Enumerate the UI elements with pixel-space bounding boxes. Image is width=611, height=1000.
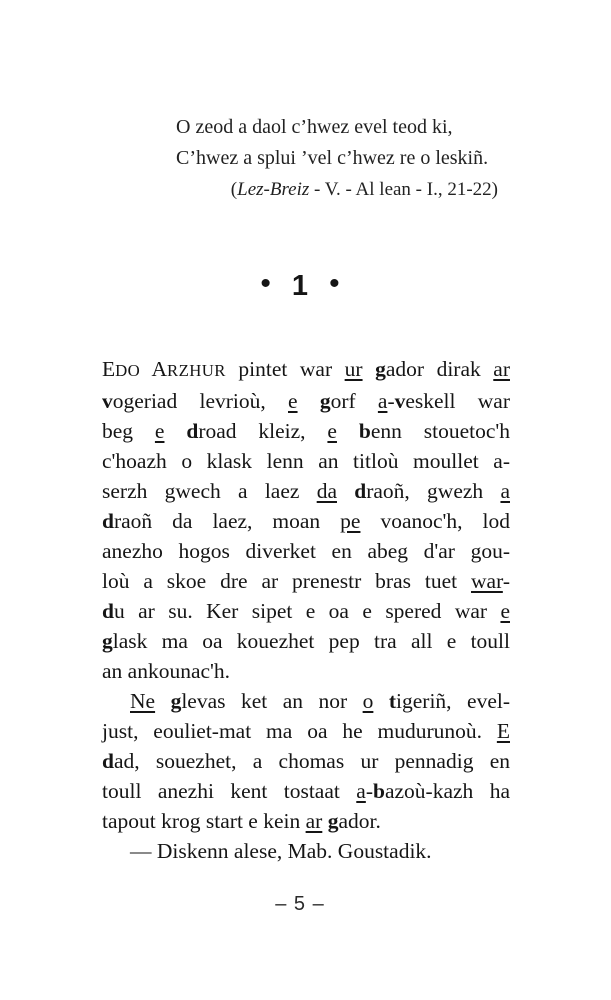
text-segment: b xyxy=(358,419,371,443)
text-line xyxy=(102,416,510,446)
text-segment xyxy=(363,357,376,381)
text-line xyxy=(102,596,510,626)
text-segment: voanoc'h, lod xyxy=(360,509,510,533)
epigraph-line xyxy=(176,143,498,174)
text-segment: ad, souezhet, a chomas ur pennadig en xyxy=(113,749,510,773)
text-line xyxy=(102,386,510,416)
text-line xyxy=(102,354,510,386)
text-segment: road kleiz, xyxy=(198,419,328,443)
text-segment: - V. - Al lean - I., 21-22) xyxy=(309,179,498,200)
text-segment: c'hoazh o klask lenn an titloù moullet a- xyxy=(102,449,510,473)
text-segment: a xyxy=(500,479,510,503)
text-segment: DO xyxy=(115,361,141,380)
text-line xyxy=(102,506,510,536)
epigraph xyxy=(176,112,498,205)
text-segment: e xyxy=(288,389,298,413)
text-segment: ador dirak xyxy=(385,357,494,381)
text-segment: ar xyxy=(493,357,510,381)
text-segment: C’hwez a splui ’vel c’hwez re o leskiñ. xyxy=(176,147,489,169)
text-segment: — Diskenn alese, Mab. Goustadik. xyxy=(130,839,432,863)
text-segment: - xyxy=(502,569,510,593)
text-segment: b xyxy=(373,779,385,803)
text-line xyxy=(102,776,510,806)
page-number-text: – 5 – xyxy=(275,893,325,915)
text-segment xyxy=(298,389,320,413)
chapter-number: 1 xyxy=(291,269,309,302)
text-segment: ur xyxy=(344,357,363,381)
text-segment: e xyxy=(500,599,510,623)
text-segment: - xyxy=(387,389,395,413)
text-segment: lask ma oa kouezhet pep tra all e toull xyxy=(112,629,510,653)
text-line xyxy=(102,446,510,476)
text-segment: u ar su. Ker sipet e oa e spered war xyxy=(113,599,501,623)
text-segment: ( xyxy=(230,179,238,200)
text-line xyxy=(102,836,510,866)
text-segment: e xyxy=(154,419,165,443)
text-segment: o xyxy=(362,689,374,713)
text-segment: ogeriad levrioù, xyxy=(112,389,288,413)
text-segment: serzh gwech a laez xyxy=(102,479,317,503)
text-segment: war xyxy=(471,569,503,593)
text-segment: - xyxy=(365,779,373,803)
text-segment: ador. xyxy=(338,809,381,833)
text-segment: Lez-Breiz xyxy=(237,179,310,200)
text-segment: orf xyxy=(330,389,378,413)
bullet-icon: • xyxy=(260,267,271,300)
text-segment: t xyxy=(388,689,397,713)
text-segment: eskell war xyxy=(405,389,510,413)
text-segment: g xyxy=(170,689,182,713)
text-segment: enn stouetoc'h xyxy=(370,419,510,443)
text-segment: Ne xyxy=(130,689,156,713)
text-segment: a xyxy=(377,389,388,413)
text-segment xyxy=(337,479,354,503)
text-segment: d xyxy=(102,509,114,533)
text-segment: loù a skoe dre ar prenestr bras tuet xyxy=(102,569,472,593)
text-segment: g xyxy=(102,629,113,653)
epigraph-lines xyxy=(176,112,498,174)
text-segment xyxy=(373,689,388,713)
text-segment: toull anezhi kent tostaat xyxy=(102,779,357,803)
text-segment: v xyxy=(102,389,113,413)
text-segment: d xyxy=(354,479,367,503)
text-line xyxy=(102,716,510,746)
text-segment: raoñ, gwezh xyxy=(366,479,501,503)
text-segment: levas ket an nor xyxy=(181,689,363,713)
epigraph-attribution xyxy=(176,174,498,205)
text-segment: pe xyxy=(340,509,361,533)
text-line xyxy=(102,806,510,836)
text-segment: v xyxy=(394,389,406,413)
text-segment: g xyxy=(327,809,339,833)
text-line xyxy=(102,656,510,686)
text-segment: O zeod a daol c’hwez evel teod ki, xyxy=(176,116,453,138)
text-segment: d xyxy=(186,419,199,443)
text-segment: RZHUR xyxy=(167,361,226,380)
text-segment: ar xyxy=(305,809,323,833)
text-segment: just, eouliet-mat ma oa he mudurunoù. xyxy=(102,719,497,743)
text-line xyxy=(102,536,510,566)
text-segment xyxy=(155,689,170,713)
text-segment: raoñ da laez, moan xyxy=(113,509,341,533)
text-line xyxy=(102,626,510,656)
text-segment xyxy=(164,419,186,443)
text-segment: A xyxy=(140,357,168,381)
epigraph-line xyxy=(176,112,498,143)
text-segment: g xyxy=(375,357,386,381)
text-segment: tapout krog start e kein xyxy=(102,809,306,833)
text-segment: da xyxy=(316,479,337,503)
body-text xyxy=(102,354,510,866)
text-segment: igeriñ, evel- xyxy=(396,689,511,713)
text-segment: g xyxy=(319,389,331,413)
page-number xyxy=(0,893,600,916)
text-segment: e xyxy=(327,419,337,443)
text-segment: an ankounac'h. xyxy=(102,659,231,683)
text-segment: d xyxy=(102,599,114,623)
text-segment: E xyxy=(102,357,116,381)
text-segment xyxy=(337,419,359,443)
bullet-icon: • xyxy=(329,267,340,300)
chapter-marker xyxy=(0,266,600,306)
text-segment: azoù-kazh ha xyxy=(384,779,510,803)
text-segment: E xyxy=(496,719,510,743)
text-line xyxy=(102,566,510,596)
text-segment: a xyxy=(356,779,366,803)
text-line xyxy=(102,476,510,506)
text-segment: beg xyxy=(102,419,155,443)
text-segment: d xyxy=(102,749,114,773)
text-segment: pintet war xyxy=(225,357,345,381)
text-line xyxy=(102,746,510,776)
text-segment: anezho hogos diverket en abeg d'ar gou- xyxy=(102,539,510,563)
text-line xyxy=(102,686,510,716)
